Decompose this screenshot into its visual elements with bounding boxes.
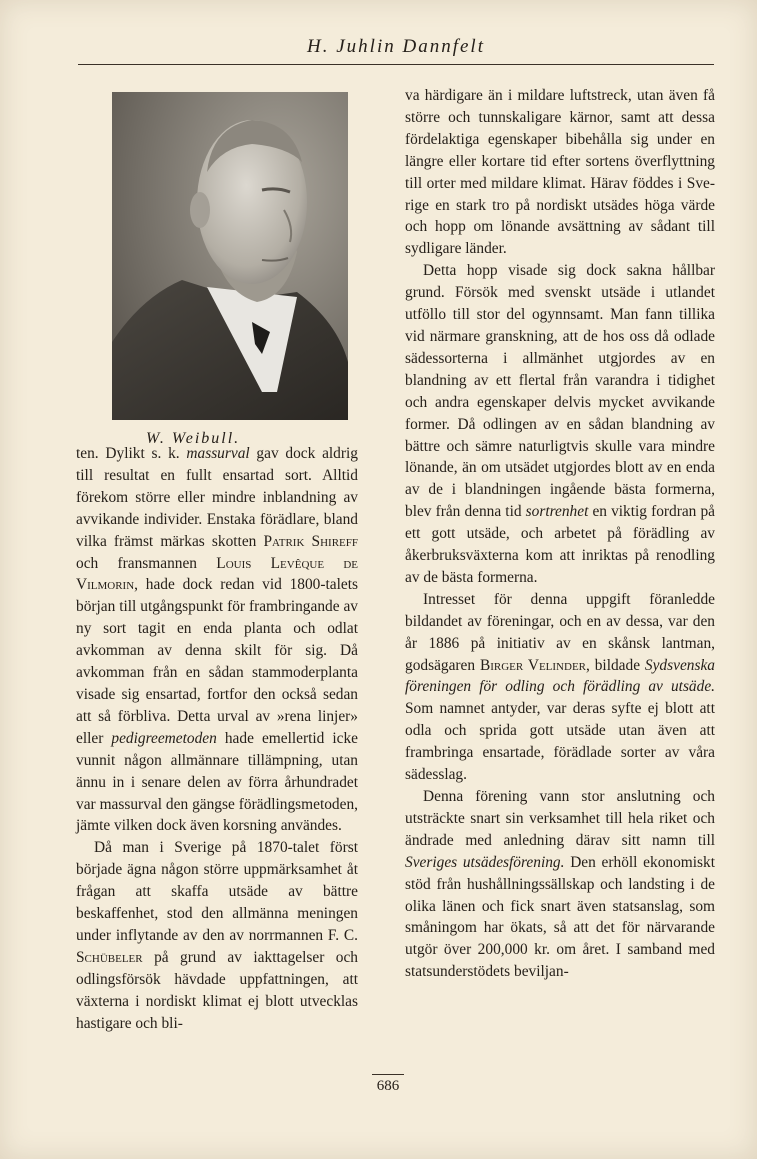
italic-term: Sveriges utsädesförening. bbox=[405, 853, 565, 871]
text-run: Då man i Sverige på 1870-talet först började ägna någon större uppmärksamhet åt frågan att skaffa utsäde av bättre beskaffenhet, stod den allmänna meningen under inflytande av den av norrmannen F. C. bbox=[76, 839, 358, 944]
text-run: en viktig fordran på ett gott utsäde, och arbetet på förädling av åkerbruksväxterna kom att inriktas på renodling av de bästa formerna. bbox=[405, 503, 715, 586]
text-run: Som namnet antyder, var deras syfte ej blott att odla och sprida gott utsäde utan även att frambringa ensartade, förädlade sorter av våra sädesslag. bbox=[405, 700, 715, 784]
portrait-photo bbox=[112, 92, 348, 420]
paragraph bbox=[76, 443, 358, 837]
paragraph bbox=[405, 260, 715, 589]
paragraph bbox=[405, 786, 715, 983]
page-number: 686 bbox=[376, 1078, 400, 1094]
figure-caption: W. Weibull. bbox=[146, 430, 241, 447]
person-name: Schübeler bbox=[76, 948, 143, 966]
text-run: ten. Dylikt s. k. bbox=[76, 445, 187, 462]
text-run: Detta hopp visade sig dock sakna hållbar grund. Försök med svenskt utsäde i utlandet utföllo till stor del ogynnsamt. Man fann tillika vid närmare granskning, att de hos oss då odlade sädessorterna i allmänhet utgjordes av en blandning av ett flertal från varandra i tidighet och andra egenskaper delvis mycket avvikande former. Då odlingen av en sådan blandning av bättre och sämre naturligtvis skulle vara mindre lönande, än om utsädet utgjordes blott av en enda av de i blandningen ingående bästa formerna, blev från denna tid bbox=[405, 262, 715, 521]
italic-term: sortrenhet bbox=[525, 503, 589, 521]
text-run: på grund av iakttagelser och odlingsförsök hävdade uppfattningen, att växterna i nordiskt klimat ej blott utvecklas hastigare och bli- bbox=[76, 948, 358, 1032]
right-column bbox=[405, 85, 715, 983]
text-run: hade emellertid icke vunnit någon allmännare tillämpning, utan ännu in i senare delen av förra århundradet var massurval den gängse förädlingsmetoden, jämte vilken dock även korsning användes. bbox=[76, 729, 359, 835]
folio-rule bbox=[372, 1074, 404, 1075]
text-run: och fransmannen bbox=[76, 554, 217, 572]
person-name: Birger Velinder, bbox=[479, 656, 590, 674]
person-name: Louis Levêque de Vilmorin, bbox=[76, 554, 358, 594]
running-title: H. Juhlin Dannfelt bbox=[307, 36, 485, 57]
header-rule bbox=[78, 64, 714, 65]
text-run: Denna förening vann stor anslutning och utsträckte snart sin verksamhet till hela riket och ändrade med anledning därav sitt namn till bbox=[405, 788, 715, 849]
italic-term: massurval bbox=[186, 445, 250, 462]
text-run: Den erhöll ekonomiskt stöd från hushållningssällskap och landsting i de olika länen och fick snart även statsanslag, som småningom har ökats, så att det för närvarande utgör över 200,000 kr. om året. I samband med statsunderstödets beviljan- bbox=[405, 853, 715, 981]
paragraph bbox=[76, 837, 358, 1034]
text-run: gav dock aldrig till resultat en fullt ensartad sort. Alltid förekom större eller mindre inblandning av avvikande individer. Enstaka förädlare, bland vilka främst märkas skotten bbox=[76, 445, 358, 550]
left-column bbox=[76, 443, 358, 1034]
text-run: Intresset för denna uppgift föranledde bildandet av föreningar, och en av dessa, var den år 1886 på initiativ av en skånsk lantman, godsägaren bbox=[405, 590, 715, 674]
paragraph bbox=[405, 589, 715, 786]
italic-term: Sydsvenska föreningen för odling och förädling av utsäde. bbox=[405, 656, 715, 696]
paragraph: va härdigare än i mildare luftstreck, utan även få större och tunnskaligare kärnor, samt att dessa fördelaktiga egenskaper bibehålla sig under en längre eller kortare tid efter sortens överflyttning till orter med mildare klimat. Härav föddes i Sverige en stark tro på nordiskt utsädes höga värde och hopp om lönande avsättning av sådant till sydligare länder. bbox=[405, 87, 715, 258]
text-run: bildade bbox=[589, 656, 645, 674]
person-name: Patrik Shireff bbox=[263, 532, 358, 550]
text-run: hade dock redan vid 1800-talets början till utgångspunkt för frambringande av ny sort tagit en enda planta och odlat avkomman av denna skilt för sig. Då avkomman från en sådan stammoderplanta visade sig ensartad, fortfor den också sedan att så förbliva. Detta urval av »rena linjer» eller bbox=[76, 576, 358, 747]
italic-term: pedigreemetoden bbox=[111, 729, 217, 747]
